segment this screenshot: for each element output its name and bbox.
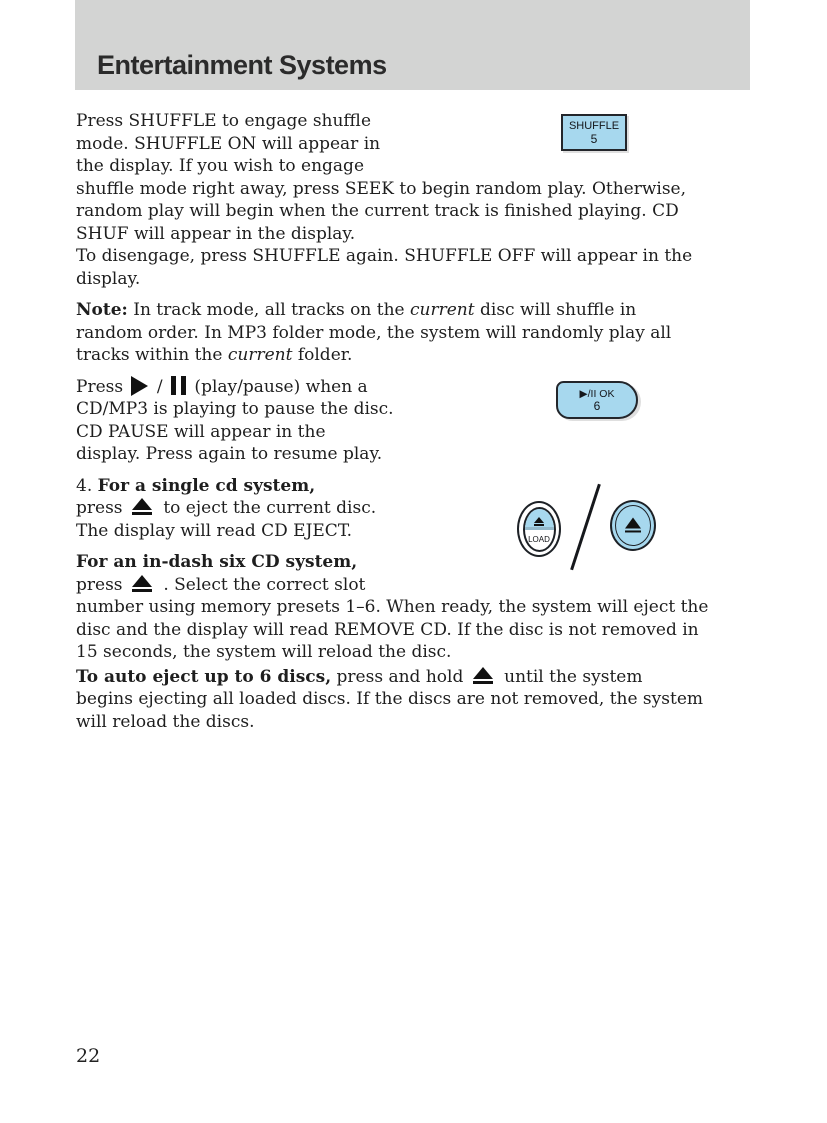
eject-icon bbox=[534, 517, 544, 526]
text-run: 4. bbox=[76, 475, 98, 496]
text-run: display. bbox=[76, 268, 141, 289]
text-line bbox=[76, 344, 776, 367]
text-line bbox=[76, 421, 776, 444]
text-run: tracks within the bbox=[76, 345, 228, 365]
text-line bbox=[76, 596, 776, 619]
text-line bbox=[76, 268, 776, 291]
text-line bbox=[76, 178, 776, 201]
text-run: current bbox=[227, 345, 293, 365]
text-line bbox=[76, 666, 776, 689]
play-icon bbox=[131, 376, 148, 396]
eject-icon bbox=[132, 498, 152, 515]
text-line bbox=[76, 641, 776, 664]
text-line bbox=[76, 133, 776, 156]
play-pause-button-label: ▶/II OK bbox=[579, 387, 615, 400]
text-line bbox=[76, 223, 776, 246]
text-run: CD/MP3 is playing to pause the disc. bbox=[76, 399, 394, 419]
text-line bbox=[76, 245, 776, 268]
text-run: press bbox=[76, 498, 128, 518]
eject-icon bbox=[132, 575, 152, 592]
content-paragraphs bbox=[76, 110, 776, 742]
text-run: begins ejecting all loaded discs. If the discs are not removed, the system bbox=[76, 689, 703, 709]
text-run: Press SHUFFLE to engage shuffle bbox=[76, 111, 372, 131]
play-pause-paragraph bbox=[76, 376, 776, 466]
shuffle-button bbox=[561, 114, 627, 151]
text-run: to eject the current disc. bbox=[157, 498, 377, 518]
auto-eject-paragraph bbox=[76, 666, 776, 734]
text-line bbox=[76, 520, 776, 543]
text-run: disc and the display will read REMOVE CD. If the disc is not removed in bbox=[76, 619, 699, 640]
text-line bbox=[76, 574, 776, 597]
text-line bbox=[76, 110, 776, 133]
text-line bbox=[76, 376, 776, 399]
text-run: . Select the correct slot bbox=[157, 574, 366, 595]
text-run: shuffle mode right away, press SEEK to begin random play. Otherwise, bbox=[76, 178, 687, 199]
text-run: SHUF will appear in the display. bbox=[76, 223, 356, 244]
text-run: press and hold bbox=[331, 666, 469, 687]
text-run: display. Press again to resume play. bbox=[76, 444, 383, 464]
text-line bbox=[76, 443, 776, 466]
text-line bbox=[76, 475, 776, 498]
text-run: To auto eject up to 6 discs, bbox=[76, 666, 332, 687]
load-button-face bbox=[523, 507, 556, 552]
text-line bbox=[76, 398, 776, 421]
single-cd-paragraph bbox=[76, 475, 776, 543]
eject-icon bbox=[473, 667, 493, 684]
text-run: The display will read CD EJECT. bbox=[76, 520, 353, 541]
eject-icon bbox=[625, 517, 641, 533]
page-title: Entertainment Systems bbox=[97, 50, 387, 80]
shuffle-paragraph bbox=[76, 110, 776, 290]
text-run: disc will shuffle in bbox=[474, 300, 637, 320]
text-line bbox=[76, 322, 776, 345]
page-number: 22 bbox=[76, 1045, 101, 1067]
text-run: (play/pause) when a bbox=[189, 376, 368, 397]
load-button-eject-half bbox=[525, 509, 554, 527]
text-run: the display. If you wish to engage bbox=[76, 156, 365, 176]
text-run: / bbox=[151, 376, 169, 397]
text-run: Press bbox=[76, 376, 129, 397]
text-run: random order. In MP3 folder mode, the system will randomly play all bbox=[76, 322, 672, 343]
text-line bbox=[76, 551, 776, 574]
text-run: In track mode, all tracks on the bbox=[127, 300, 411, 320]
text-run: current bbox=[410, 300, 475, 320]
text-line bbox=[76, 497, 776, 520]
text-run: For an in-dash six CD system, bbox=[76, 552, 358, 572]
load-button-outer-ring bbox=[517, 501, 561, 557]
play-pause-button bbox=[556, 381, 638, 419]
text-run: CD PAUSE will appear in the bbox=[76, 421, 326, 442]
text-run: random play will begin when the current track is finished playing. CD bbox=[76, 201, 679, 221]
text-run: until the system bbox=[498, 666, 643, 687]
text-run: 15 seconds, the system will reload the disc. bbox=[76, 642, 452, 662]
text-line bbox=[76, 155, 776, 178]
text-line bbox=[76, 200, 776, 223]
text-line bbox=[76, 299, 776, 322]
text-line bbox=[76, 711, 776, 734]
text-run: To disengage, press SHUFFLE again. SHUFFLE OFF will appear in the bbox=[76, 246, 693, 266]
load-eject-button bbox=[517, 501, 561, 557]
page-header-banner bbox=[75, 0, 750, 90]
eject-button bbox=[610, 500, 656, 551]
text-line bbox=[76, 688, 776, 711]
pause-icon bbox=[171, 376, 186, 395]
text-run: For a single cd system, bbox=[97, 475, 316, 496]
text-line bbox=[76, 619, 776, 642]
text-run: folder. bbox=[292, 345, 353, 365]
shuffle-button-label: SHUFFLE bbox=[568, 119, 620, 132]
text-run: will reload the discs. bbox=[76, 711, 255, 732]
text-run: press bbox=[76, 574, 128, 595]
load-button-label: LOAD bbox=[528, 535, 550, 544]
play-pause-button-number: 6 bbox=[593, 398, 601, 413]
text-run: mode. SHUFFLE ON will appear in bbox=[76, 133, 381, 154]
shuffle-button-number: 5 bbox=[590, 131, 598, 146]
six-cd-paragraph bbox=[76, 551, 776, 664]
text-run: number using memory presets 1–6. When ready, the system will eject the bbox=[76, 597, 709, 617]
note-paragraph bbox=[76, 299, 776, 367]
text-run: Note: bbox=[76, 300, 128, 320]
